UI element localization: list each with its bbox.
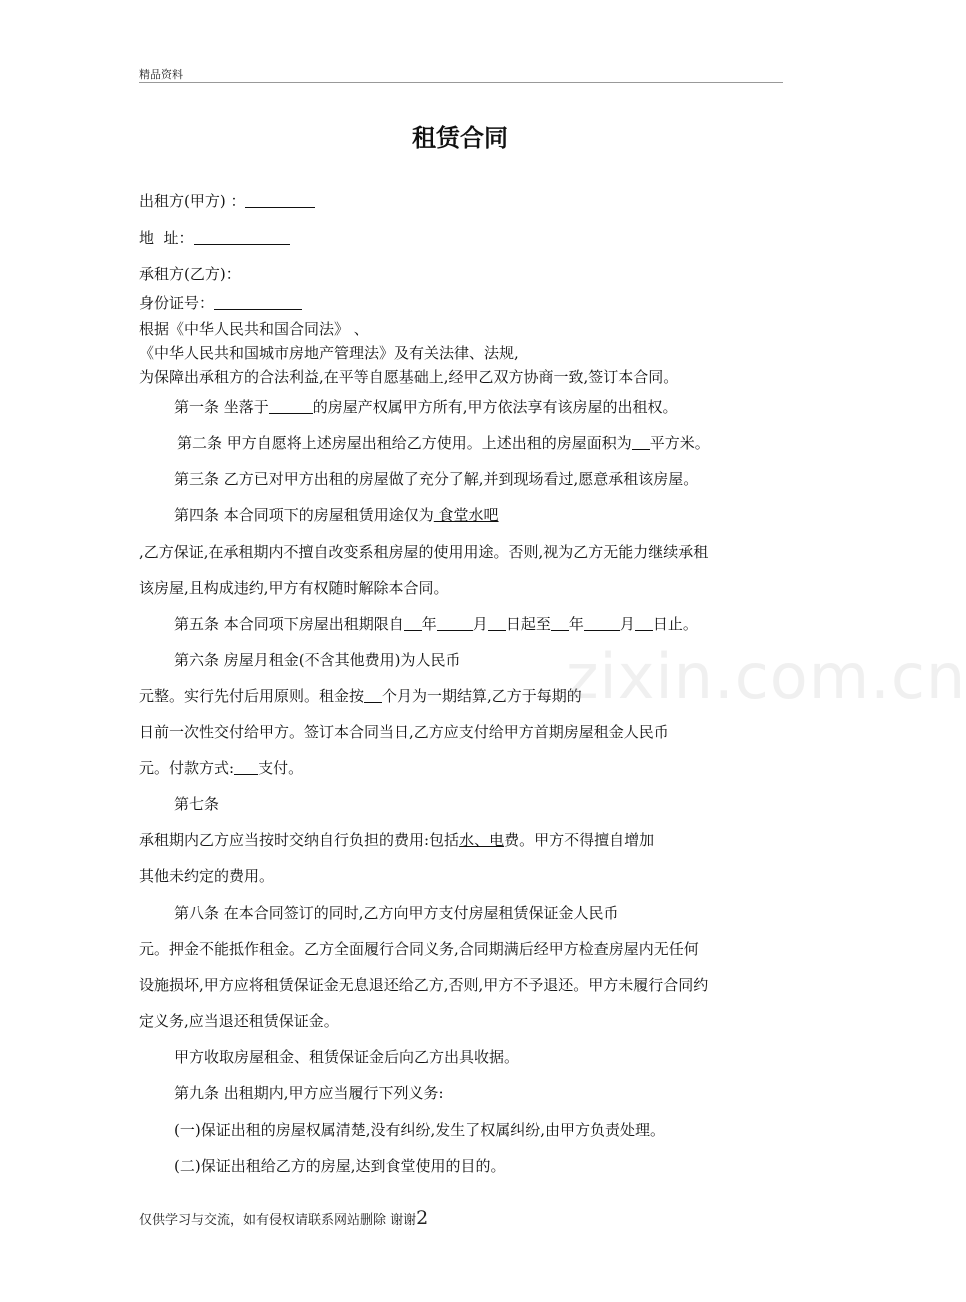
document-title: 租赁合同 bbox=[412, 124, 508, 152]
article-6-line-4 bbox=[139, 758, 303, 778]
article-6-text-b: 个月为一期结算,乙方于每期的 bbox=[382, 687, 582, 705]
article-1-text-a: 第一条 坐落于 bbox=[174, 398, 269, 416]
article-9-item-1: (一)保证出租的房屋权属清楚,没有纠纷,发生了权属纠纷,由甲方负责处理。 bbox=[174, 1121, 666, 1139]
article-1-blank bbox=[269, 397, 313, 414]
lessee-line: 承租方(乙方)： bbox=[139, 265, 241, 283]
lessor-line bbox=[139, 191, 315, 211]
article-6-blank-2 bbox=[234, 758, 258, 775]
article-8-line-2: 元。押金不能抵作租金。乙方全面履行合同义务,合同期满后经甲方检查房屋内无任何 bbox=[139, 940, 699, 958]
article-6-line-2 bbox=[139, 686, 582, 706]
page-footer bbox=[139, 1207, 428, 1229]
article-5-day-1: 日起至 bbox=[505, 615, 551, 633]
article-8-line-5: 甲方收取房屋租金、租赁保证金后向乙方出具收据。 bbox=[174, 1048, 520, 1066]
article-1 bbox=[174, 397, 678, 417]
article-5-blank-6 bbox=[635, 614, 653, 631]
id-label: 身份证号： bbox=[139, 294, 215, 312]
preamble-line-1: 根据《中华人民共和国合同法》 、 bbox=[139, 320, 369, 338]
article-5-text-a: 第五条 本合同项下房屋出租期限自 bbox=[174, 615, 404, 633]
article-1-text-b: 的房屋产权属甲方所有,甲方依法享有该房屋的出租权。 bbox=[312, 398, 678, 416]
id-line bbox=[139, 293, 302, 313]
page-number: 2 bbox=[416, 1207, 429, 1229]
article-5-blank-5 bbox=[584, 614, 620, 631]
article-8-line-4: 定义务,应当退还租赁保证金。 bbox=[139, 1012, 339, 1030]
article-2 bbox=[177, 433, 710, 453]
address-line bbox=[139, 228, 290, 248]
article-5-blank-3 bbox=[488, 614, 506, 631]
article-5-blank-4 bbox=[551, 614, 569, 631]
article-6-text-d: 支付。 bbox=[258, 759, 304, 777]
footer-text: 仅供学习与交流，如有侵权请联系网站删除 谢谢 bbox=[139, 1213, 417, 1228]
article-6-line-3: 日前一次性交付给甲方。签订本合同当日,乙方应支付给甲方首期房屋租金人民币 bbox=[139, 723, 669, 741]
article-2-blank bbox=[632, 433, 650, 450]
lessor-label: 出租方(甲方) ： bbox=[139, 192, 246, 210]
article-9-item-2: (二)保证出租给乙方的房屋,达到食堂使用的目的。 bbox=[174, 1157, 506, 1175]
article-6-blank-1 bbox=[364, 686, 382, 703]
article-5-month-2: 月 bbox=[619, 615, 635, 633]
article-5-blank-2 bbox=[437, 614, 473, 631]
article-8-line-3: 设施损坏,甲方应将租赁保证金无息退还给乙方,否则,甲方不予退还。甲方未履行合同约 bbox=[139, 976, 709, 994]
article-6-line-1: 第六条 房屋月租金(不含其他费用)为人民币 bbox=[174, 651, 461, 669]
article-6-text-c: 元。付款方式: bbox=[139, 759, 235, 777]
article-3: 第三条 乙方已对甲方出租的房屋做了充分了解,并到现场看过,愿意承租该房屋。 bbox=[174, 470, 699, 488]
article-5-year-1: 年 bbox=[421, 615, 437, 633]
id-blank bbox=[214, 293, 302, 310]
article-5-blank-1 bbox=[404, 614, 422, 631]
article-8-line-1: 第八条 在本合同签订的同时,乙方向甲方支付房屋租赁保证金人民币 bbox=[174, 904, 619, 922]
article-7-line-1: 第七条 bbox=[174, 795, 220, 813]
header-rule bbox=[139, 82, 783, 83]
lessor-blank bbox=[245, 191, 315, 208]
article-5 bbox=[174, 614, 698, 634]
address-label: 地 址： bbox=[139, 229, 194, 247]
article-7-line-2 bbox=[139, 830, 654, 850]
article-7-fees: 水、电 bbox=[459, 831, 505, 849]
article-4-text-a: 第四条 本合同项下的房屋租赁用途仅为 bbox=[174, 506, 434, 524]
watermark: zixin.com.cn bbox=[566, 640, 966, 713]
article-7-line-3: 其他未约定的费用。 bbox=[139, 867, 275, 885]
article-5-month-1: 月 bbox=[472, 615, 488, 633]
article-6-text-a: 元整。实行先付后用原则。租金按 bbox=[139, 687, 365, 705]
article-2-text-b: 平方米。 bbox=[649, 434, 710, 452]
article-7-text-a: 承租期内乙方应当按时交纳自行负担的费用:包括 bbox=[139, 831, 460, 849]
article-5-year-2: 年 bbox=[568, 615, 584, 633]
article-2-text-a: 第二条 甲方自愿将上述房屋出租给乙方使用。上述出租的房屋面积为 bbox=[177, 434, 632, 452]
article-5-day-2: 日止。 bbox=[652, 615, 698, 633]
article-4-line-1 bbox=[174, 505, 499, 525]
preamble-line-2: 《中华人民共和国城市房地产管理法》及有关法律、法规, bbox=[139, 344, 519, 362]
page-header: 精品资料 bbox=[139, 68, 183, 81]
preamble-line-3: 为保障出承租方的合法利益,在平等自愿基础上,经甲乙双方协商一致,签订本合同。 bbox=[139, 368, 679, 386]
article-7-text-b: 费。甲方不得擅自增加 bbox=[504, 831, 655, 849]
article-9-line-1: 第九条 出租期内,甲方应当履行下列义务: bbox=[174, 1084, 444, 1102]
article-4-use: 食堂水吧 bbox=[433, 506, 499, 524]
address-blank bbox=[194, 228, 290, 245]
article-4-line-2: ,乙方保证,在承租期内不擅自改变系租房屋的使用用途。否则,视为乙方无能力继续承租 bbox=[139, 543, 709, 561]
article-4-line-3: 该房屋,且构成违约,甲方有权随时解除本合同。 bbox=[139, 579, 449, 597]
